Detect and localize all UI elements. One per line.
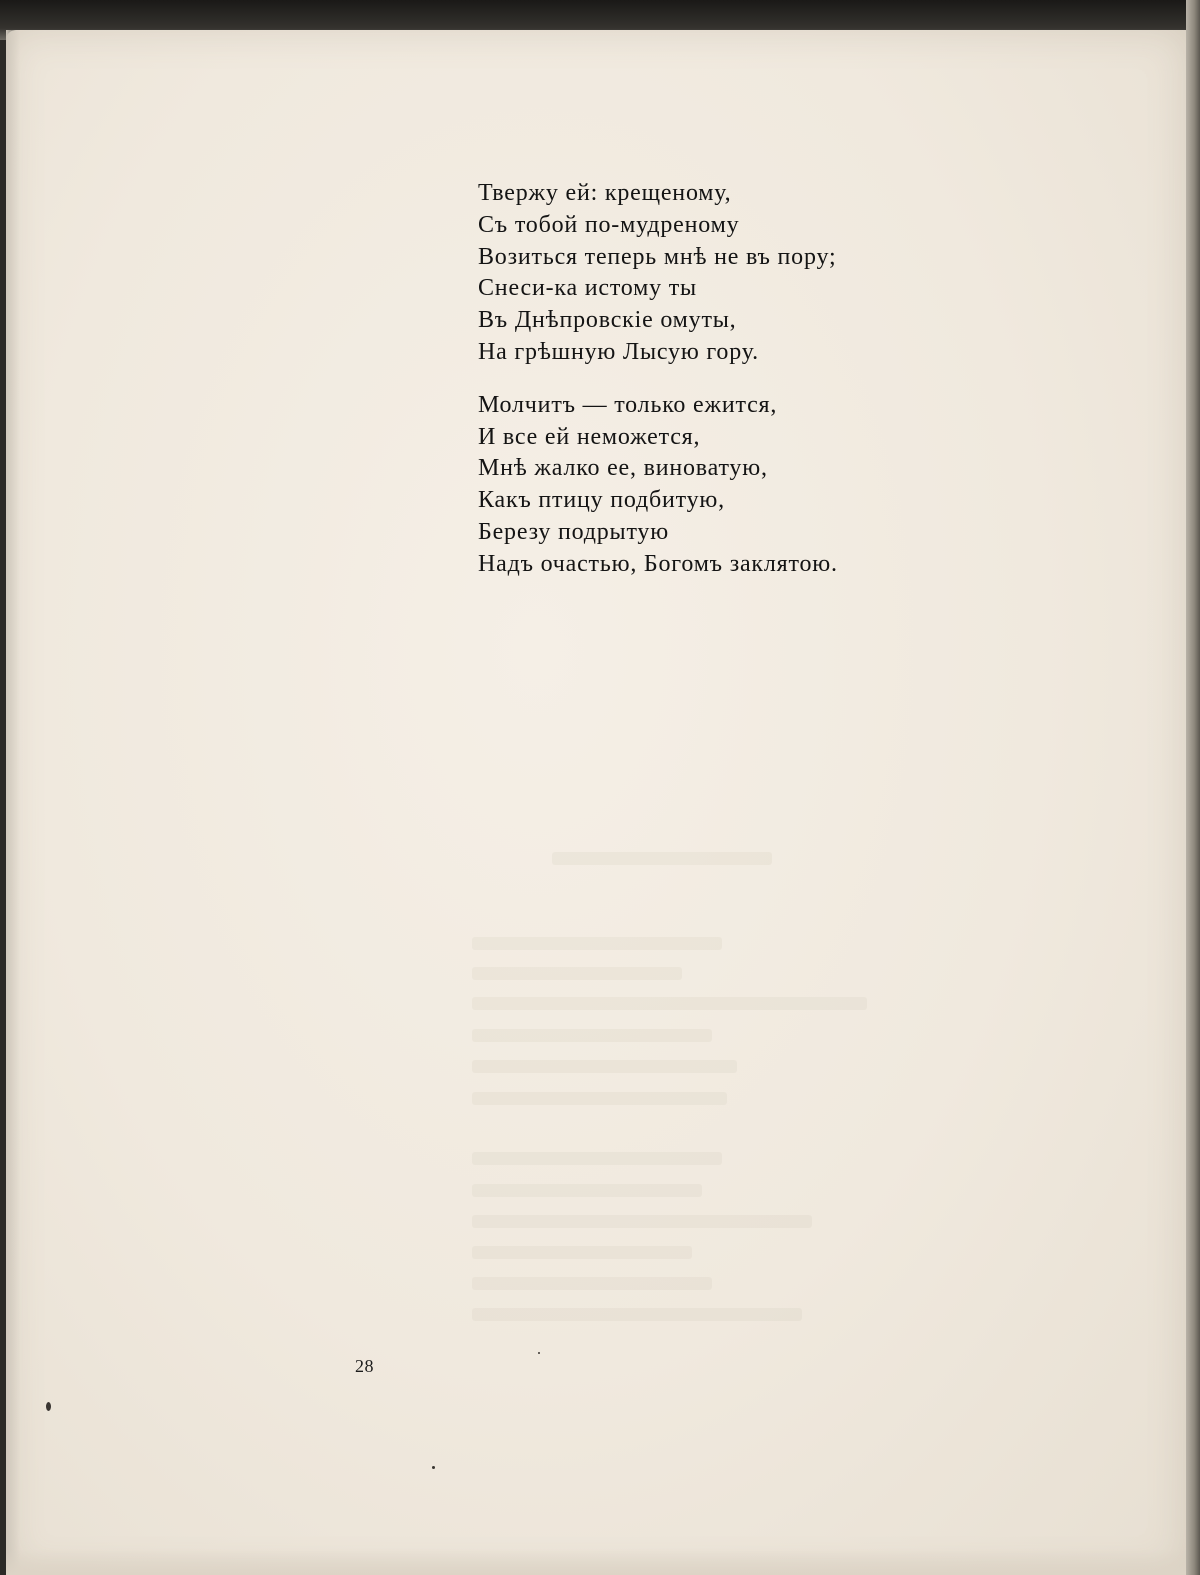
- poem-line: И все ей неможется,: [478, 423, 701, 450]
- stanza-2: [478, 390, 838, 581]
- poem-line: Молчитъ — только ежится,: [478, 391, 778, 418]
- poem-line: Снеси-ка истому ты: [478, 275, 697, 302]
- scan-background-right: [1186, 0, 1200, 1575]
- ink-speck: [432, 1466, 435, 1469]
- poem-line: Съ тобой по-мудреному: [478, 211, 740, 238]
- book-page: [6, 30, 1186, 1575]
- poem-line: Какъ птицу подбитую,: [478, 487, 725, 514]
- poem-line: Возиться теперь мнѣ не въ пору;: [478, 243, 837, 270]
- poem-line: Въ Днѣпровскіе омуты,: [478, 307, 737, 334]
- poem-line: На грѣшную Лысую гору.: [478, 338, 759, 365]
- poem-line: Твержу ей: крещеному,: [478, 180, 732, 206]
- poem-line: Березу подрытую: [478, 518, 669, 545]
- show-through-text: [472, 852, 882, 1352]
- ink-speck: [538, 1352, 540, 1354]
- poem-line: Надъ очастью, Богомъ заклятою.: [478, 550, 838, 577]
- page-left-edge: [6, 30, 20, 1575]
- poem: [478, 178, 838, 581]
- page-number: 28: [355, 1356, 374, 1376]
- poem-line: Мнѣ жалко ее, виноватую,: [478, 455, 768, 482]
- ink-speck: [46, 1402, 51, 1411]
- stanza-1: [478, 178, 838, 369]
- page-bottom-edge: [6, 1549, 1186, 1575]
